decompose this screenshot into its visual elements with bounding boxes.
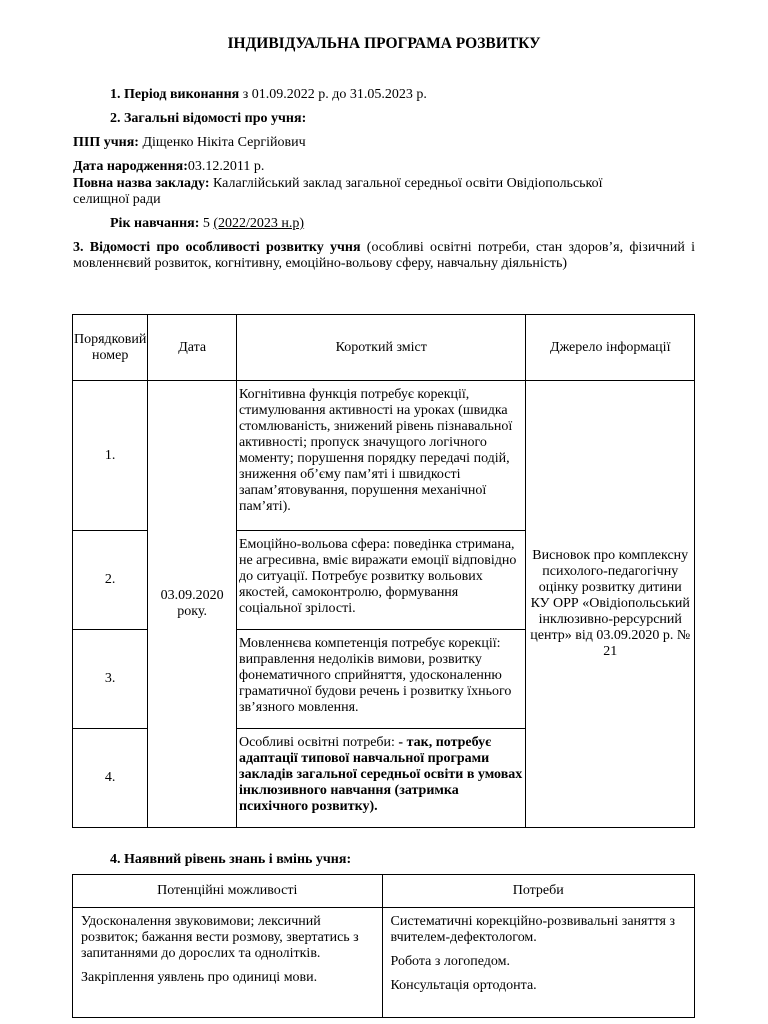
- needs-item: Систематичні корекційно-розвивальні заняття з вчителем-дефектологом.: [390, 914, 676, 945]
- row-text: Когнітивна функція потребує корекції, стимулювання активності на уроках (швидка стомлюваність, знижений рівень пізнавальної активності; пропуск значущого логічного моменту; порушення порядку передачі подій, зниження об’єму пам’яті і швидкості запам’ятовування, порушення механічної пам’яті).: [236, 381, 526, 531]
- potential-cell: [73, 908, 383, 1018]
- dob-line: [73, 159, 264, 175]
- year-value: 5: [199, 216, 214, 231]
- header-source: Джерело інформації: [526, 315, 695, 381]
- year-label: Рік навчання:: [110, 216, 200, 231]
- row-text-plain: Особливі освітні потреби:: [238, 735, 399, 750]
- header-summary: Короткий зміст: [236, 315, 526, 381]
- row-text-bold: - так, потребує адаптації типової навчальної програми закладів загальної середньої освіти в умовах інклюзивного навчання (затримка психічного розвитку).: [238, 735, 523, 814]
- section3-paragraph: [73, 240, 695, 272]
- year-period: (2022/2023 н.р): [213, 216, 305, 231]
- period-line: [110, 87, 427, 103]
- needs-item: Робота з логопедом.: [390, 954, 511, 969]
- potential-item: Удосконалення звуковимови; лексичний розвиток; бажання вести розмову, звертатись з запитаннями до дорослих та однолітків.: [81, 914, 359, 961]
- header-needs: Потреби: [382, 875, 695, 908]
- row-num: 1.: [73, 381, 148, 531]
- header-num: Порядковий номер: [73, 315, 148, 381]
- name-line: [73, 135, 306, 151]
- date-cell: 03.09.2020 року.: [148, 381, 237, 828]
- name-value: Діщенко Нікіта Сергійович: [138, 135, 306, 150]
- needs-cell: [382, 908, 695, 1018]
- page-title: ІНДИВІДУАЛЬНА ПРОГРАМА РОЗВИТКУ: [227, 35, 541, 52]
- row-num: 2.: [73, 531, 148, 630]
- dob-label: Дата народження:: [73, 159, 188, 174]
- row-text: [236, 729, 526, 828]
- school-value-line2: селищної ради: [73, 192, 161, 207]
- row-num: 3.: [73, 630, 148, 729]
- potential-item: Закріплення уявлень про одиниці мови.: [81, 970, 318, 985]
- year-line: [110, 216, 304, 232]
- header-potential: Потенційні можливості: [73, 875, 383, 908]
- row-text: Мовленнєва компетенція потребує корекції: виправлення недоліків вимови, розвитку фонематичного сприйняття, удосконаленню граматичної будови речень і розвитку їхнього зв’язного мовлення.: [236, 630, 526, 729]
- header-date: Дата: [148, 315, 237, 381]
- dob-value: 03.12.2011 р.: [187, 159, 265, 174]
- table-header-row: [73, 315, 695, 381]
- table2-row: [73, 908, 695, 1018]
- school-label: Повна назва закладу:: [73, 176, 210, 191]
- needs-item: Консультація ортодонта.: [390, 978, 537, 993]
- school-line: [73, 176, 603, 192]
- section4-heading: 4. Наявний рівень знань і вмінь учня:: [110, 852, 352, 867]
- table-row: [73, 381, 695, 531]
- knowledge-table: [72, 874, 695, 1018]
- period-label: 1. Період виконання: [110, 87, 240, 102]
- section3-heading: 3. Відомості про особливості розвитку учня: [73, 240, 361, 255]
- school-value-line1: Калаглійський заклад загальної середньої освіти Овідіопольської: [209, 176, 603, 191]
- row-text: Емоційно-вольова сфера: поведінка стримана, не агресивна, вміє виражати емоції відповідно до ситуації. Потребує розвитку вольових якостей, самоконтролю, формування соціальної зрілості.: [236, 531, 526, 630]
- source-cell: Висновок про комплексну психолого-педагогічну оцінку розвитку дитини КУ ОРР «Овідіопольський інклюзивно-рерсурсний центр» від 03.09.2020 р. № 21: [526, 381, 695, 828]
- section3-text: (особливі освітні потреби, стан здоров’я, фізичний і мовленнєвий розвиток, когнітивну, емоційно-вольову сферу, навчальну діяльність): [73, 240, 695, 271]
- row-num: 4.: [73, 729, 148, 828]
- general-heading: 2. Загальні відомості про учня:: [110, 111, 307, 126]
- period-value: з 01.09.2022 р. до 31.05.2023 р.: [239, 87, 427, 102]
- name-label: ПІП учня:: [73, 135, 139, 150]
- table2-header-row: [73, 875, 695, 908]
- development-table: [72, 314, 695, 828]
